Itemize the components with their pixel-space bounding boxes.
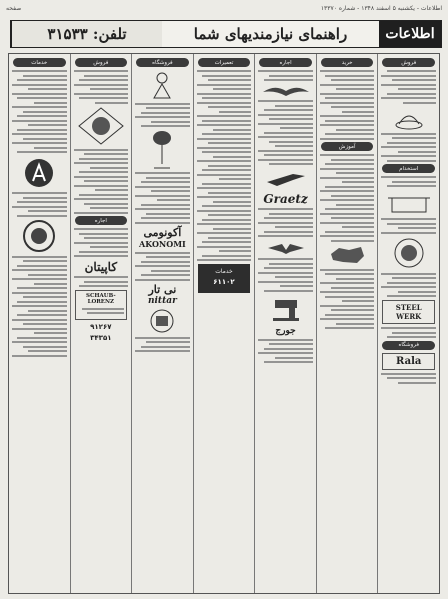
crest-emblem-icon <box>392 236 426 270</box>
column-5 <box>131 54 193 593</box>
ad-columns <box>8 53 440 594</box>
nittar-fa-logo: نی تار <box>148 283 177 296</box>
map-illustration-icon <box>327 244 367 266</box>
ad-caption: خدمات <box>215 268 233 275</box>
top-line <box>6 3 442 14</box>
category-header: خرید <box>321 58 374 67</box>
category-header: اجاره <box>259 58 312 67</box>
schaub-lorenz-logo: SCHAUB-LORENZ <box>85 293 116 305</box>
category-header: خدمات <box>13 58 66 67</box>
letter-a-logo-icon <box>22 156 56 190</box>
akonomi-logo: AKONOMI <box>139 239 186 249</box>
category-header: اجاره <box>75 216 128 225</box>
ad-phone: ۶۱۱۰۲ <box>213 278 235 286</box>
capitan-logo: کاپیتان <box>84 259 118 274</box>
page-label: صفحه <box>6 5 22 12</box>
eagle-emblem-icon <box>261 84 311 98</box>
category-header: فروشگاه <box>382 341 435 350</box>
column-2 <box>316 54 378 593</box>
ad-phone: ۳۴۳۵۱ <box>90 333 112 342</box>
vase-illustration-icon <box>389 106 429 130</box>
akonomi-fa-logo: آکونومی <box>143 226 182 239</box>
column-4 <box>193 54 255 593</box>
rala-ad <box>382 353 435 370</box>
winged-emblem-icon <box>266 240 306 256</box>
category-header: فروشگاه <box>136 58 189 67</box>
ad-phone: ۹۱۲۶۷ <box>90 322 112 331</box>
column-7 <box>9 54 70 593</box>
schaub-lorenz-ad <box>75 290 128 320</box>
circular-seal-icon <box>19 219 59 253</box>
ornamental-logo-icon <box>77 106 125 146</box>
category-header: آموزش <box>321 142 374 151</box>
banner-phone: تلفن: ۳۱۵۳۳ <box>11 21 162 47</box>
steelwerk-logo: STEEL WERK <box>395 303 422 321</box>
hairdryer-stand-icon <box>150 130 174 170</box>
woman-illustration-icon <box>142 70 182 100</box>
airline-logo-icon <box>263 168 309 190</box>
category-header: فروش <box>382 58 435 67</box>
badge-emblem-icon <box>145 308 179 334</box>
graetz-logo: Graetz <box>263 191 308 206</box>
masthead: اطلاعات <box>379 21 441 47</box>
column-1 <box>377 54 439 593</box>
category-header: فروش <box>75 58 128 67</box>
banner-title: راهنمای نیازمندیهای شما <box>193 25 348 43</box>
sewing-machine-icon <box>271 294 301 324</box>
dark-phone-ad <box>198 264 251 293</box>
category-header: تعمیرات <box>198 58 251 67</box>
classifieds-banner <box>10 20 442 48</box>
rala-logo: Rala <box>396 355 422 367</box>
category-header: استخدام <box>382 164 435 173</box>
steelwerk-ad <box>382 300 435 324</box>
nittar-logo: nittar <box>147 296 177 306</box>
column-3 <box>254 54 316 593</box>
journey-logo: جورج <box>275 326 296 336</box>
issue-info: اطلاعات - یکشنبه ۵ اسفند ۱۳۴۸ - شماره ۱۳۳۷۰ <box>320 5 442 12</box>
cookware-illustration-icon <box>386 190 432 216</box>
column-6 <box>70 54 132 593</box>
